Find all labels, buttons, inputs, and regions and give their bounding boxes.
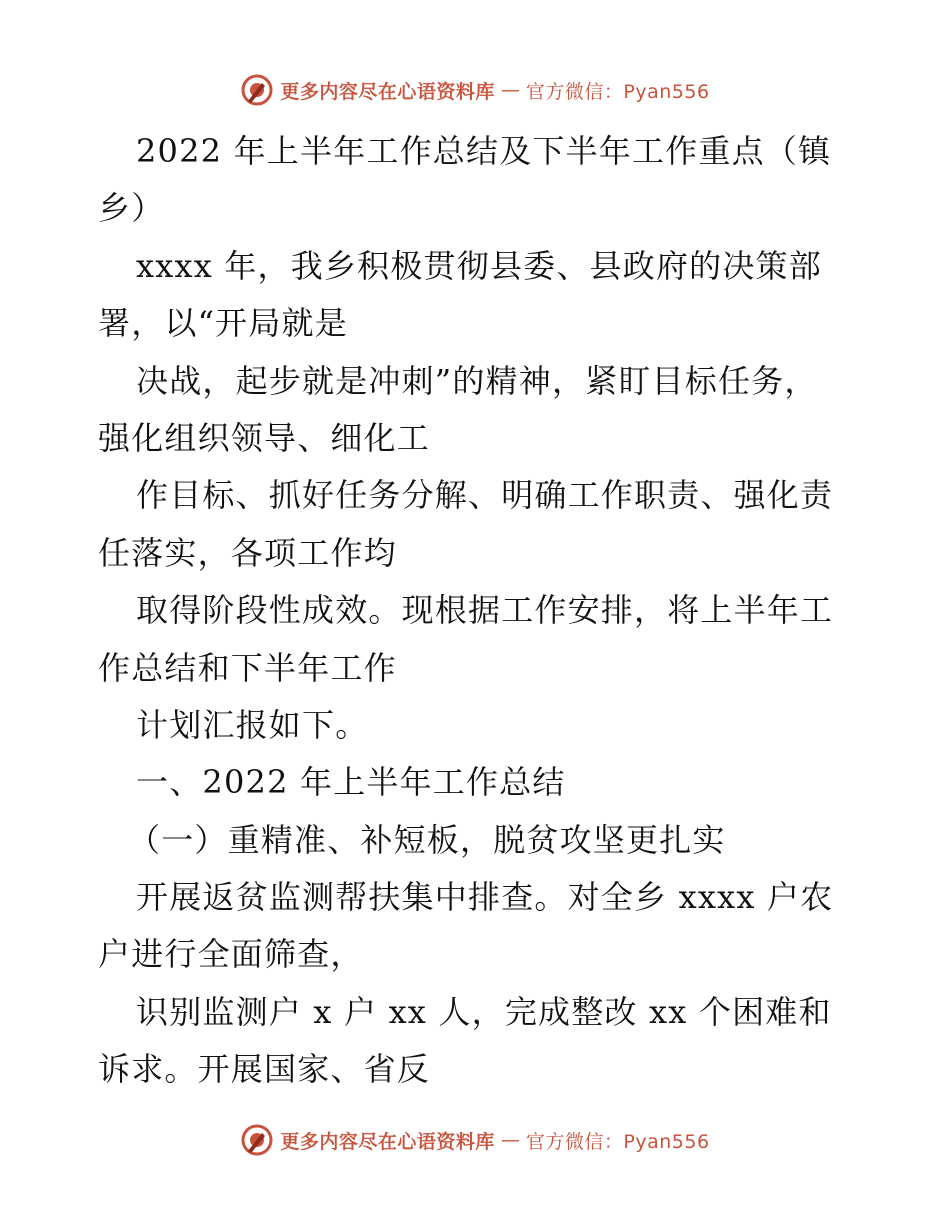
- paragraph-line: 识别监测户 x 户 xx 人，完成整改 xx 个困难和: [136, 992, 832, 1031]
- document-body: [98, 123, 858, 1099]
- banner-sub-text: 官方微信：Pyan556: [525, 80, 710, 103]
- paragraph-line: 任落实，各项工作均: [98, 533, 397, 572]
- section-heading: 一、2022 年上半年工作总结: [136, 763, 566, 802]
- banner-main-text: 更多内容尽在心语资料库: [280, 80, 495, 103]
- banner-sub-text: 官方微信：Pyan556: [525, 1130, 710, 1153]
- paragraph-line: 计划汇报如下。: [136, 705, 369, 744]
- doc-title-line-1: 2022 年上半年工作总结及下半年工作重点（镇: [136, 132, 832, 170]
- paragraph-line: 作总结和下半年工作: [98, 648, 397, 687]
- paragraph-line: 作目标、抓好任务分解、明确工作职责、强化责: [136, 476, 834, 515]
- banner-main-text: 更多内容尽在心语资料库: [280, 1130, 495, 1153]
- paragraph-line: 署，以“开局就是: [98, 304, 348, 343]
- footer-banner: [0, 1120, 950, 1160]
- paragraph-line: 户进行全面筛查，: [98, 935, 364, 974]
- paragraph-line: xxxx 年，我乡积极贯彻县委、县政府的决策部: [136, 246, 822, 285]
- paragraph-line: 强化组织领导、细化工: [98, 418, 431, 457]
- banner-dash: —: [500, 1129, 520, 1151]
- doc-title-line-2: 乡）: [98, 189, 165, 228]
- subsection-heading: （一）重精准、补短板，脱贫攻坚更扎实: [128, 820, 726, 859]
- paragraph-line: 诉求。开展国家、省反: [98, 1050, 431, 1089]
- header-banner: [0, 70, 950, 110]
- banner-dash: —: [500, 79, 520, 101]
- paragraph-line: 取得阶段性成效。现根据工作安排，将上半年工: [136, 591, 834, 630]
- paragraph-line: 开展返贫监测帮扶集中排查。对全乡 xxxx 户农: [136, 878, 834, 917]
- paragraph-line: 决战，起步就是冲刺”的精神，紧盯目标任务，: [136, 361, 818, 400]
- brand-logo-icon: [240, 1123, 274, 1157]
- brand-logo-icon: [240, 73, 274, 107]
